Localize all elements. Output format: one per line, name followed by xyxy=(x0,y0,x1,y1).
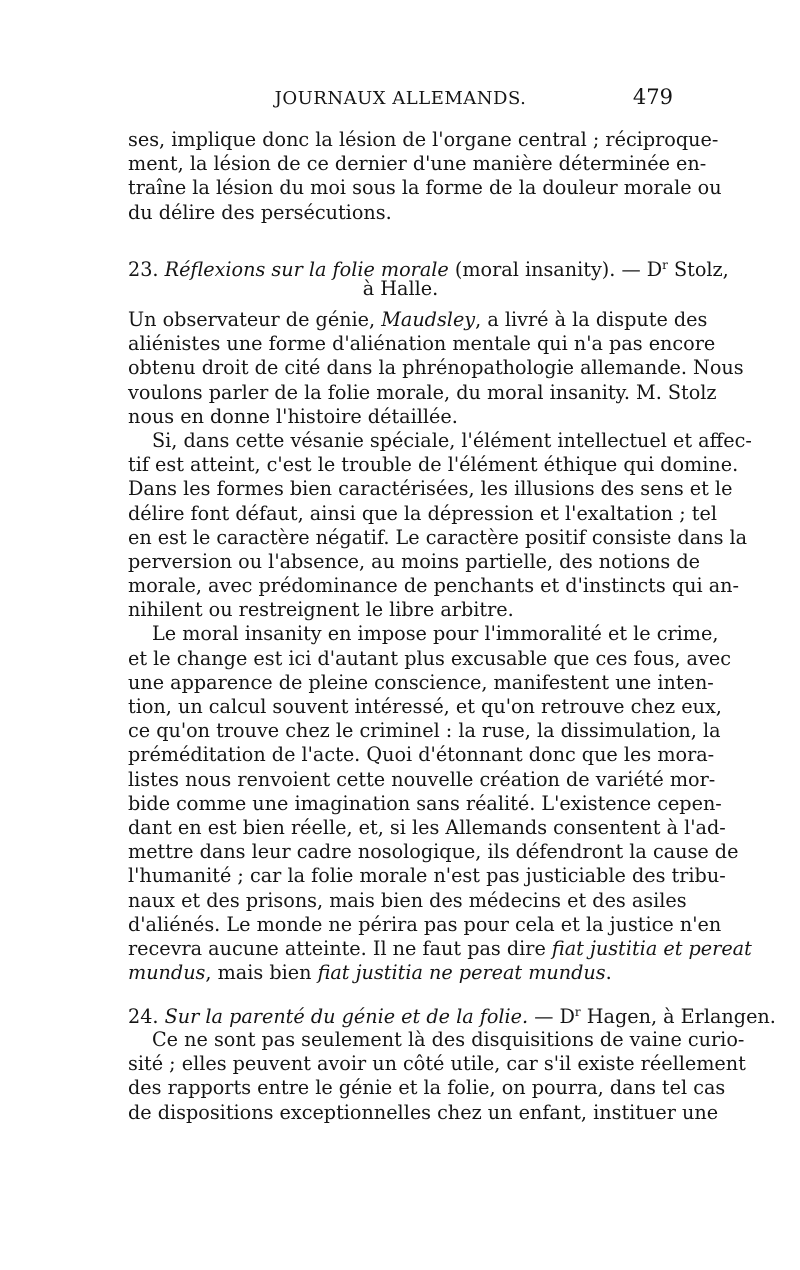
article-author: Stolz, xyxy=(667,258,729,281)
text-segment: de dispositions exceptionnelles chez un enfant, instituer une xyxy=(128,1100,719,1124)
italic-text: fiat justitia et pereat xyxy=(551,936,752,960)
text-line: ment, la lésion de ce dernier d'une manière déterminée en- xyxy=(128,152,707,176)
text-segment: l'humanité ; car la folie morale n'est pas justiciable des tribu- xyxy=(128,864,726,888)
text-line xyxy=(128,767,716,792)
text-line xyxy=(128,743,715,767)
text-line xyxy=(128,1100,719,1125)
text-line xyxy=(128,961,673,985)
article-title: Sur la parenté du génie et de la folie. xyxy=(164,1005,529,1028)
text-line xyxy=(128,501,717,526)
text-segment: perversion ou l'absence, au moins partielle, des notions de xyxy=(128,549,701,573)
text-line xyxy=(128,1028,745,1052)
article-title: Réflexions sur la folie morale xyxy=(164,258,449,281)
text-segment: ce qu'on trouve chez le criminel : la ruse, la dissimulation, la xyxy=(128,719,721,743)
text-line xyxy=(128,791,722,816)
article-place: à Halle. xyxy=(362,277,439,301)
italic-text: mundus xyxy=(128,961,206,985)
text-line xyxy=(128,1076,726,1100)
text-segment: une apparence de pleine conscience, manifestent une inten- xyxy=(128,670,714,694)
text-line xyxy=(128,380,717,405)
text-line xyxy=(128,936,752,961)
text-line xyxy=(128,670,714,695)
text-segment: Un observateur de génie, xyxy=(128,308,382,331)
text-segment: aliénistes une forme d'aliénation mentale qui n'a pas encore xyxy=(128,332,716,356)
article-heading-line xyxy=(128,253,729,281)
article-number: 23. xyxy=(128,258,159,281)
text-line xyxy=(128,888,687,913)
article-24-body xyxy=(128,1028,746,1125)
text-line xyxy=(128,549,701,574)
running-title: JOURNAUX ALLEMANDS. xyxy=(274,88,527,109)
text-line xyxy=(128,332,716,356)
article-title-rest: (moral insanity). — D xyxy=(448,258,663,281)
text-segment: recevra aucune atteinte. Il ne faut pas dire xyxy=(128,936,552,960)
text-segment: . xyxy=(605,961,612,985)
text-segment: et le change est ici d'autant plus excusable que ces fous, avec xyxy=(128,646,731,670)
text-line: traîne la lésion du moi sous la forme de la douleur morale ou xyxy=(128,176,722,200)
running-head xyxy=(128,85,673,116)
text-line xyxy=(128,308,708,332)
italic-text: Maudsley xyxy=(381,308,476,331)
text-segment: naux et des prisons, mais bien des médecins et des asiles xyxy=(128,888,687,912)
text-segment: dant en est bien réelle, et, si les Allemands consentent à l'ad- xyxy=(128,815,726,839)
text-line xyxy=(128,356,744,380)
text-line: ses, implique donc la lésion de l'organe central ; réciproque- xyxy=(128,128,719,151)
text-segment: morale, avec prédominance de penchants et d'instincts qui an- xyxy=(128,574,739,598)
article-24-heading xyxy=(128,1000,776,1028)
text-line xyxy=(128,719,721,743)
italic-text: fiat justitia ne pereat mundus xyxy=(317,961,606,985)
article-heading-line xyxy=(128,1000,776,1028)
text-line xyxy=(128,428,752,453)
text-segment: préméditation de l'acte. Quoi d'étonnant donc que les mora- xyxy=(128,743,715,767)
text-segment: obtenu droit de cité dans la phrénopathologie allemande. Nous xyxy=(128,356,744,380)
text-line xyxy=(128,477,733,501)
text-segment: nous en donne l'histoire détaillée. xyxy=(128,404,458,428)
page-number: 479 xyxy=(632,85,673,109)
text-line xyxy=(128,912,722,937)
text-segment: délire font défaut, ainsi que la dépression et l'exaltation ; tel xyxy=(128,501,717,525)
article-title-rest: — D xyxy=(528,1005,575,1028)
article-number: 24. xyxy=(128,1005,159,1028)
text-segment: listes nous renvoient cette nouvelle création de variété mor- xyxy=(128,767,716,791)
text-segment: Dans les formes bien caractérisées, les illusions des sens et le xyxy=(128,477,733,501)
text-line xyxy=(128,695,722,719)
text-line xyxy=(128,574,739,598)
text-segment: mettre dans leur cadre nosologique, ils défendront la cause de xyxy=(128,840,739,864)
text-segment: , a livré à la dispute des xyxy=(475,308,708,331)
text-segment: tion, un calcul souvent intéressé, et qu'on retrouve chez eux, xyxy=(128,695,722,718)
text-segment: Le moral insanity en impose pour l'immoralité et le crime, xyxy=(152,622,719,646)
text-line xyxy=(128,646,731,671)
text-segment: voulons parler de la folie morale, du moral insanity. M. Stolz xyxy=(128,380,717,404)
continuation-paragraph xyxy=(128,128,722,225)
text-segment: d'aliénés. Le monde ne périra pas pour cela et la justice n'en xyxy=(128,912,722,936)
text-segment: sité ; elles peuvent avoir un côté utile, car s'il existe réellement xyxy=(128,1052,746,1076)
text-line xyxy=(128,598,673,622)
text-segment: nihilent ou restreignent le libre arbitre. xyxy=(128,598,514,622)
text-segment: Si, dans cette vésanie spéciale, l'élément intellectuel et affec- xyxy=(152,428,752,452)
article-author: Hagen, à Erlangen. xyxy=(580,1005,776,1028)
text-segment: Ce ne sont pas seulement là des disquisitions de vaine curio- xyxy=(152,1028,745,1051)
text-line xyxy=(128,815,726,840)
text-line xyxy=(128,864,726,888)
text-segment: bide comme une imagination sans réalité. L'existence cepen- xyxy=(128,791,722,815)
author-title-sup: r xyxy=(662,258,668,272)
text-segment: en est le caractère négatif. Le caractère positif consiste dans la xyxy=(128,525,748,549)
text-segment: tif est atteint, c'est le trouble de l'élément éthique qui domine. xyxy=(128,453,739,477)
text-line xyxy=(128,622,719,646)
text-line xyxy=(128,405,673,429)
author-title-sup: r xyxy=(574,1005,581,1019)
text-line xyxy=(128,1052,746,1076)
text-segment: , mais bien xyxy=(205,961,318,985)
text-line: du délire des persécutions. xyxy=(128,200,392,224)
text-segment: des rapports entre le génie et la folie, on pourra, dans tel cas xyxy=(128,1076,726,1100)
article-23-heading xyxy=(128,253,729,301)
text-line xyxy=(128,840,739,864)
article-23-body xyxy=(128,308,752,985)
text-line xyxy=(128,453,739,477)
text-line xyxy=(128,525,748,550)
